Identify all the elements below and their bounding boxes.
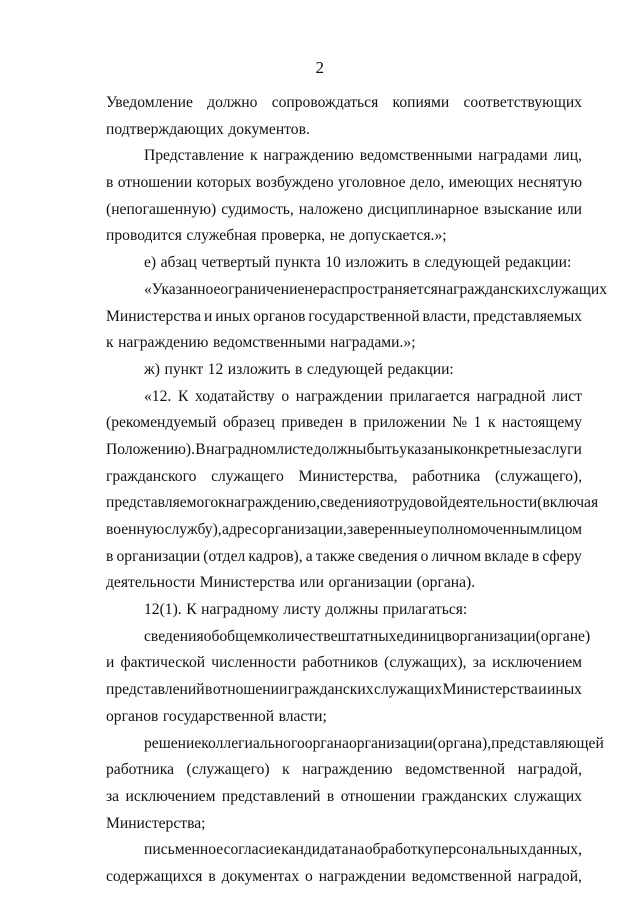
paragraph — [106, 250, 582, 277]
paragraph — [106, 357, 582, 384]
text-line: проводится служебная проверка, не допускается.»; — [106, 227, 447, 245]
text-line: «Указанное ограничение не распространяется на гражданских служащих — [144, 280, 607, 298]
paragraph — [106, 277, 607, 357]
text-line: в организации (отдел кадров), а также сведения о личном вкладе в сферу — [106, 547, 582, 565]
text-line: (непогашенную) судимость, наложено дисциплинарное взыскание или — [106, 200, 582, 218]
text-line: и фактической численности работников (служащих), за исключением — [106, 654, 582, 672]
text-line: подтверждающих документов. — [106, 120, 310, 138]
text-line: представляемого к награждению, сведения о трудовой деятельности (включая — [106, 494, 599, 512]
paragraph — [106, 837, 582, 890]
paragraph — [106, 731, 604, 838]
text-line: (рекомендуемый образец приведен в приложении № 1 к настоящему — [106, 414, 582, 432]
text-line: органов государственной власти; — [106, 707, 327, 725]
paragraph — [106, 384, 599, 598]
text-line: решение коллегиального органа организации (органа), представляющей — [144, 734, 604, 752]
text-line: к награждению ведомственными наградами.»; — [106, 334, 416, 352]
text-line: письменное согласие кандидата на обработку персональных данных, — [144, 841, 582, 859]
text-line: Представление к награждению ведомственными наградами лиц, — [144, 147, 582, 165]
text-line: военную службу), адрес организации, заверенные уполномоченным лицом — [106, 521, 582, 538]
paragraph — [106, 624, 591, 731]
text-line: сведения об общем количестве штатных единиц в организации (органе) — [144, 627, 591, 645]
document-body — [106, 90, 607, 891]
text-line: представлений в отношении гражданских служащих Министерства и иных — [106, 681, 582, 699]
text-line: Министерства; — [106, 814, 206, 832]
text-line: гражданского служащего Министерства, работника (служащего), — [106, 467, 582, 485]
text-line: 12(1). К наградному листу должны прилагаться: — [144, 601, 468, 619]
page-number: 2 — [315, 58, 325, 77]
paragraph — [106, 597, 582, 624]
text-line: Положению). В наградном листе должны быть указаны конкретные заслуги — [106, 440, 582, 458]
text-line: за исключением представлений в отношении гражданских служащих — [106, 787, 582, 805]
text-line: е) абзац четвертый пункта 10 изложить в следующей редакции: — [144, 254, 572, 272]
text-line: Уведомление должно сопровождаться копиями соответствующих — [106, 94, 582, 111]
text-line: Министерства и иных органов государственной власти, представляемых — [106, 307, 582, 325]
text-line: «12. К ходатайству о награждении прилагается наградной лист — [144, 387, 582, 405]
text-line: в отношении которых возбуждено уголовное дело, имеющих неснятую — [106, 174, 582, 192]
text-line: ж) пункт 12 изложить в следующей редакции: — [144, 360, 454, 378]
text-line: деятельности Министерства или организации (органа). — [106, 574, 476, 592]
text-line: содержащихся в документах о награждении ведомственной наградой, — [106, 867, 582, 885]
paragraph — [106, 143, 582, 250]
text-line: работника (служащего) к награждению ведомственной наградой, — [106, 761, 582, 779]
paragraph — [106, 90, 582, 143]
